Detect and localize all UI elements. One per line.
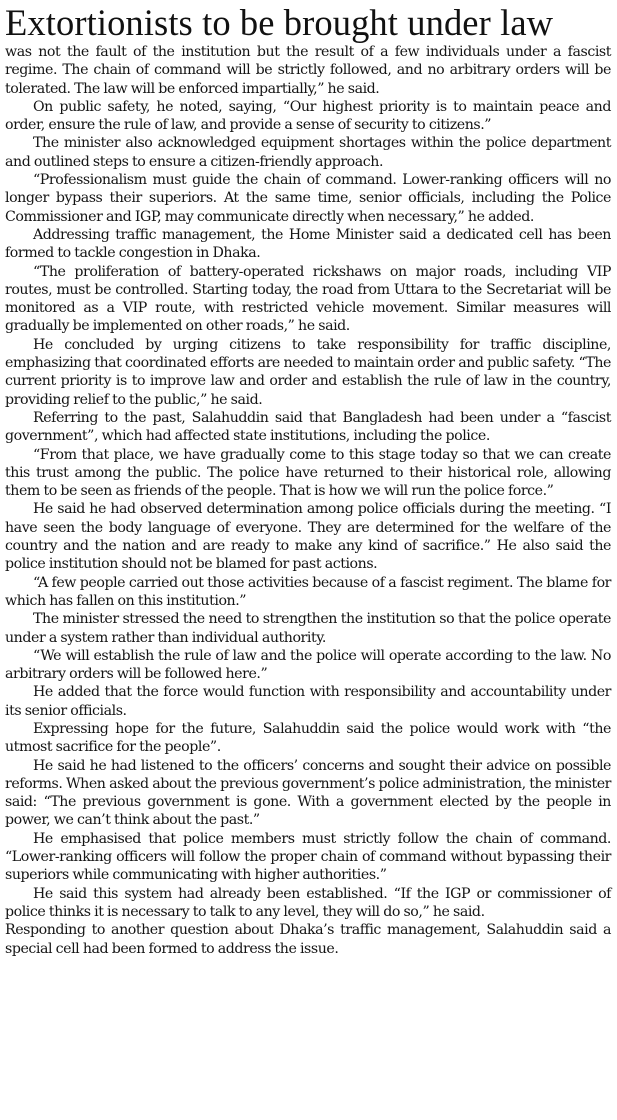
- paragraph: “The proliferation of battery-operated rickshaws on major roads, including VIP routes, must be controlled. Starting today, the road from Uttara to the Secretariat will be monitored as a VIP route, with restricted vehicle movement. Similar measures will gradually be implemented on other roads,” he said.: [5, 263, 611, 335]
- paragraph: Referring to the past, Salahuddin said that Bangladesh had been under a “fascist government”, which had affected state institutions, including the police.: [5, 409, 611, 445]
- paragraph: He said this system had already been established. “If the IGP or commissioner of police thinks it is necessary to talk to any level, they will do so,” he said.: [5, 885, 611, 920]
- paragraph: Addressing traffic management, the Home Minister said a dedicated cell has been formed to tackle congestion in Dhaka.: [5, 226, 611, 262]
- paragraph: He said he had observed determination among police officials during the meeting. “I have seen the body language of everyone. They are determined for the welfare of the country and the nation and are ready to make any kind of sacrifice.” He also said the police institution should not be blamed for past actions.: [5, 501, 611, 573]
- headline: Extortionists to be brought under law: [5, 2, 554, 43]
- paragraph: was not the fault of the institution but the result of a few individuals under a fascist regime. The chain of command will be strictly followed, and no arbitrary orders will be tolerated. The law will be enforced impartially,” he said.: [5, 44, 611, 97]
- paragraph: He said he had listened to the officers’ concerns and sought their advice on possible reforms. When asked about the previous government’s police administration, the minister said: “The previous government is gone. With a government elected by the people in power, we can’t think about the past.”: [5, 757, 611, 829]
- paragraph: “Professionalism must guide the chain of command. Lower-ranking officers will no longer bypass their superiors. At the same time, senior officials, including the Police Commissioner and IGP, may communicate directly when necessary,” he added.: [5, 172, 611, 225]
- paragraph: He emphasised that police members must strictly follow the chain of command. “Lower-ranking officers will follow the proper chain of command without bypassing their superiors while communicating with higher authorities.”: [5, 830, 611, 884]
- paragraph: “From that place, we have gradually come to this stage today so that we can create this trust among the public. The police have returned to their historical role, allowing them to be seen as friends of the people. That is how we will run the police force.”: [5, 446, 611, 500]
- paragraph: The minister also acknowledged equipment shortages within the police department and outlined steps to ensure a citizen-friendly approach.: [5, 135, 611, 170]
- paragraph: On public safety, he noted, saying, “Our highest priority is to maintain peace and order, ensure the rule of law, and provide a sense of security to citizens.”: [5, 98, 611, 134]
- paragraph: “A few people carried out those activities because of a fascist regiment. The blame for which has fallen on this institution.”: [5, 574, 611, 609]
- paragraph: He added that the force would function with responsibility and accountability under its senior officials.: [5, 684, 611, 719]
- paragraph: Expressing hope for the future, Salahuddin said the police would work with “the utmost sacrifice for the people”.: [5, 720, 611, 756]
- paragraph: He concluded by urging citizens to take responsibility for traffic discipline, emphasizing that coordinated efforts are needed to maintain order and public safety. “The current priority is to improve law and order and establish the rule of law in the country, providing relief to the public,” he said.: [5, 336, 611, 408]
- paragraph: The minister stressed the need to strengthen the institution so that the police operate under a system rather than individual authority.: [5, 611, 611, 646]
- article-body: [5, 43, 611, 958]
- paragraph: “We will establish the rule of law and the police will operate according to the law. No arbitrary orders will be followed here.”: [5, 647, 611, 683]
- paragraph: Responding to another question about Dhaka’s traffic management, Salahuddin said a special cell had been formed to address the issue.: [5, 922, 611, 957]
